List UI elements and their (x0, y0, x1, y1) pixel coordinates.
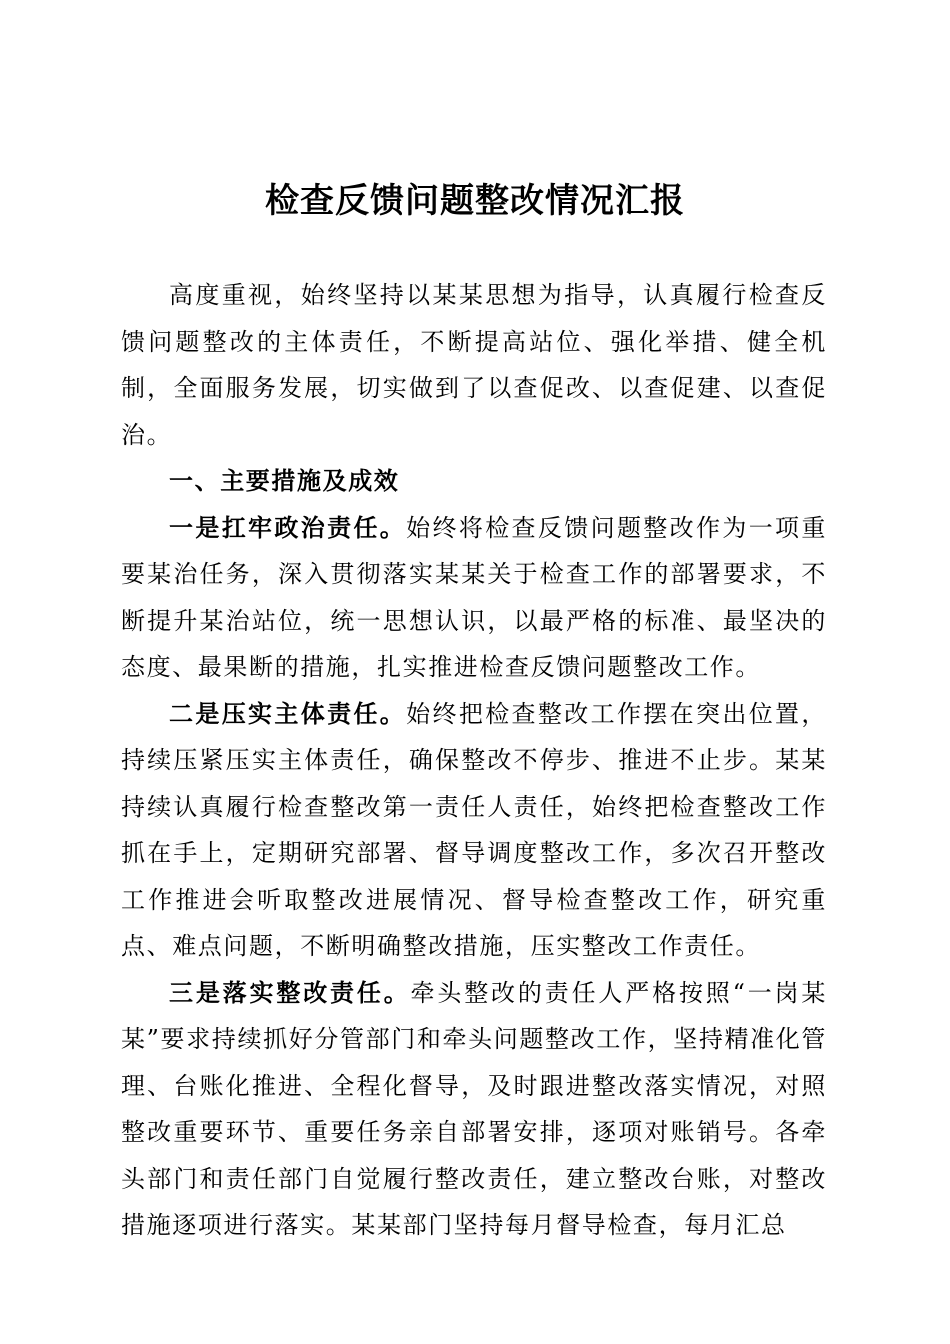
measure-lead-3: 三是落实整改责任。 (169, 978, 411, 1007)
document-title: 检查反馈问题整改情况汇报 (265, 181, 685, 221)
measure-text-2: 始终把检查整改工作摆在突出位置，持续压紧压实主体责任，确保整改不停步、推进不止步。某某持续认真履行检查整改第一责任人责任，始终把检查整改工作抓在手上，定期研究部署、督导调度整改工作，多次召开整改工作推进会听取整改进展情况、督导检查整改工作，研究重点、难点问题，不断明确整改措施，压实整改工作责任。 (121, 699, 827, 960)
intro-paragraph: 高度重视，始终坚持以某某思想为指导，认真履行检查反馈问题整改的主体责任，不断提高站位、强化举措、健全机制，全面服务发展，切实做到了以查促改、以查促建、以查促治。 (121, 281, 827, 449)
measure-paragraph-3 (121, 970, 827, 1249)
measure-lead-2: 二是压实主体责任。 (169, 699, 407, 728)
measure-paragraph-2 (121, 691, 827, 970)
measure-paragraph-1 (121, 505, 827, 691)
document-body (121, 272, 827, 1249)
measure-text-3: 牵头整改的责任人严格按照“一岗某某”要求持续抓好分管部门和牵头问题整改工作，坚持精准化管理、台账化推进、全程化督导，及时跟进整改落实情况，对照整改重要环节、重要任务亲自部署安排，逐项对账销号。各牵头部门和责任部门自觉履行整改责任，建立整改台账，对整改措施逐项进行落实。某某部门坚持每月督导检查，每月汇总 (121, 978, 827, 1239)
section-heading: 一、主要措施及成效 (169, 467, 400, 495)
measure-lead-1: 一是扛牢政治责任。 (169, 513, 407, 542)
measure-text-1: 始终将检查反馈问题整改作为一项重要某治任务，深入贯彻落实某某关于检查工作的部署要求，不断提升某治站位，统一思想认识，以最严格的标准、最坚决的态度、最果断的措施，扎实推进检查反馈问题整改工作。 (121, 513, 827, 681)
